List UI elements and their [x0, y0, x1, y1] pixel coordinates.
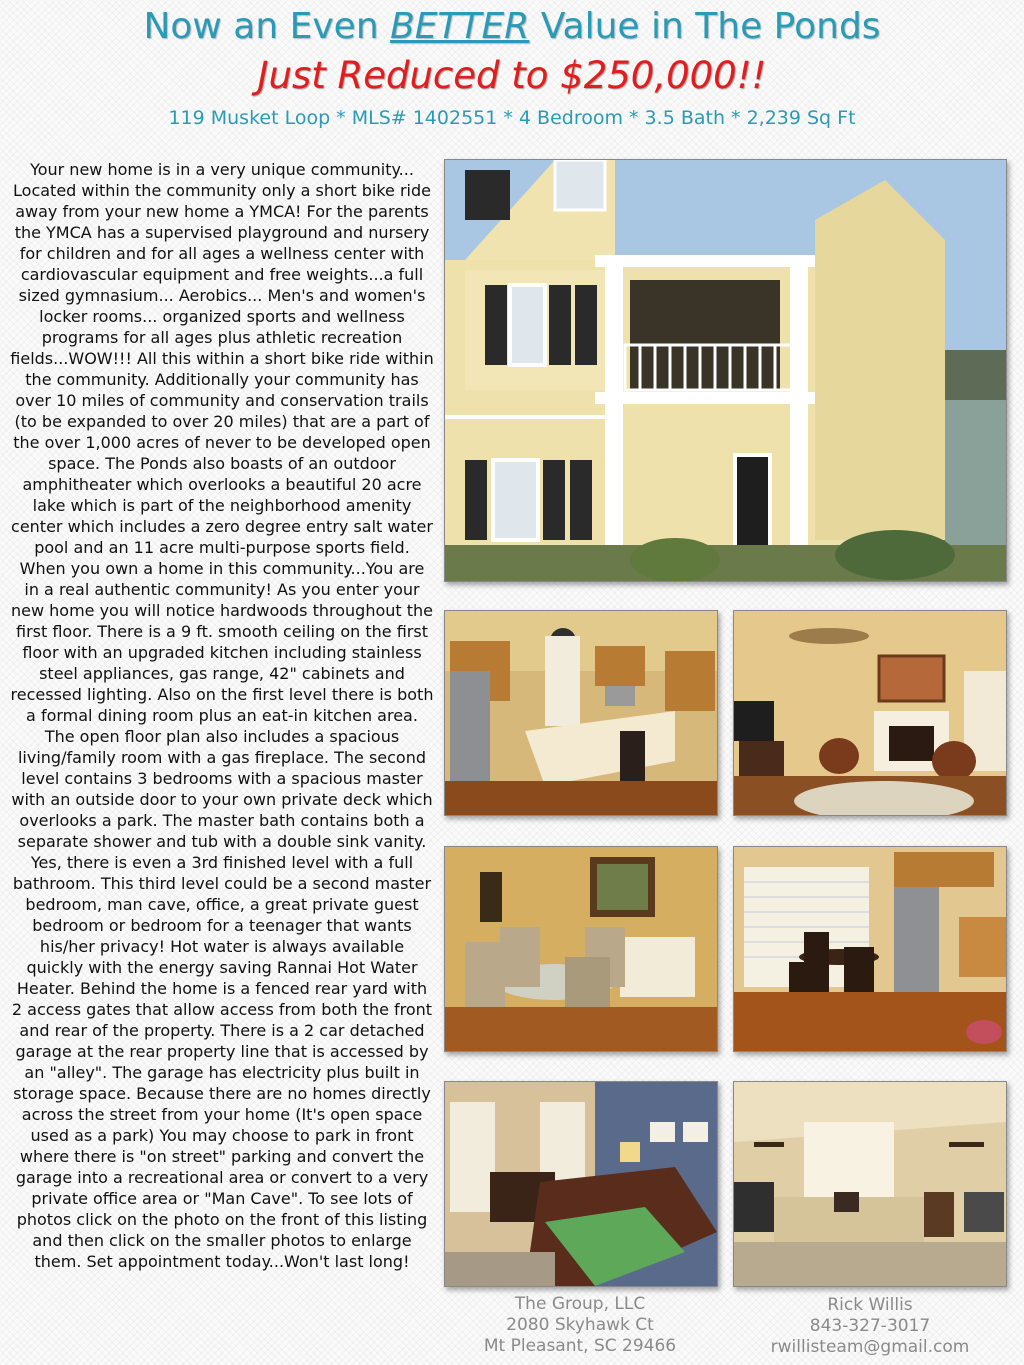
kitchen-photo[interactable]	[444, 610, 718, 816]
company-city: Mt Pleasant, SC 29466	[483, 1336, 677, 1356]
listing-headline	[0, 6, 1024, 47]
agent-contact	[740, 1295, 1000, 1358]
bonus-room-photo-image	[734, 1082, 1006, 1286]
company-name: The Group, LLC	[514, 1294, 646, 1314]
breakfast-nook-photo[interactable]	[733, 846, 1007, 1052]
agent-name: Rick Willis	[827, 1295, 913, 1315]
kitchen-photo-image	[445, 611, 717, 815]
exterior-photo-image	[445, 160, 1006, 581]
exterior-photo[interactable]	[444, 159, 1007, 582]
headline-after: Value in The Ponds	[529, 6, 881, 47]
price-line: Just Reduced to $250,000!!	[257, 54, 767, 97]
breakfast-nook-photo-image	[734, 847, 1006, 1051]
living-room-photo[interactable]	[733, 610, 1007, 816]
company-contact	[460, 1294, 700, 1357]
dining-room-photo[interactable]	[444, 846, 718, 1052]
dining-room-photo-image	[445, 847, 717, 1051]
agent-phone[interactable]: 843-327-3017	[809, 1316, 931, 1336]
property-description: Your new home is in a very unique community... Located within the community only a short bike ride away from your new home a YMCA! For the parents the YMCA has a supervised playground and nursery for children and for all ages a wellness center with cardiovascular equipment and free weights...a full sized gymnasium... Aerobics... Men's and women's locker rooms... organized sports and wellness programs for all ages plus athletic recreation fields...WOW!!! All this within a short bike ride within the community. Additionally your community has over 10 miles of community and conservation trails (to be expanded to over 20 miles) that are a part of the over 1,000 acres of never to be developed open space. The Ponds also boasts of an outdoor amphitheater which overlooks a beautiful 20 acre lake which is part of the neighborhood amenity center which includes a zero degree entry salt water pool and an 11 acre multi-purpose sports field. When you own a home in this community...You are in a real authentic community! As you enter your new home you will notice hardwoods throughout the first floor. There is a 9 ft. smooth ceiling on the first floor with an upgraded kitchen including stainless steel appliances, gas range, 42" cabinets and recessed lighting. Also on the first level there is both a formal dining room plus an eat-in kitchen area. The open floor plan also includes a spacious living/family room with a gas fireplace. The second level contains 3 bedrooms with a spacious master with an outside door to your own private deck which overlooks a park. The master bath contains both a separate shower and tub with a double sink vanity. Yes, there is even a 3rd finished level with a full bathroom. This third level could be a second master bedroom, man cave, office, a great private guest bedroom or bedroom for a teenager that wants his/her privacy! Hot water is always available quickly with the energy saving Rannai Hot Water Heater. Behind the home is a fenced rear yard with 2 access gates that allow access from both the front and rear of the property. There is a 2 car detached garage at the rear property line that is accessed by an "alley". The garage has electricity plus built in storage space. Because there are no homes directly across the street from your home (It's open space used as a park) You may choose to park in front where there is "on street" parking and convert the garage into a recreational area or convert to a very private office area or "Man Cave". To see lots of photos click on the photo on the front of this listing and then click on the smaller photos to enlarge them. Set appointment today...Won't last long!	[10, 160, 434, 1271]
agent-email[interactable]: rwillisteam@gmail.com	[770, 1337, 970, 1357]
property-details: 119 Musket Loop * MLS# 1402551 * 4 Bedroom * 3.5 Bath * 2,239 Sq Ft	[168, 107, 856, 129]
living-room-photo-image	[734, 611, 1006, 815]
headline-emphasis: BETTER	[390, 6, 530, 47]
master-bedroom-photo[interactable]	[444, 1081, 718, 1287]
master-bedroom-photo-image	[445, 1082, 717, 1286]
company-street: 2080 Skyhawk Ct	[506, 1315, 654, 1335]
headline-before: Now an Even	[143, 6, 391, 47]
bonus-room-photo[interactable]	[733, 1081, 1007, 1287]
